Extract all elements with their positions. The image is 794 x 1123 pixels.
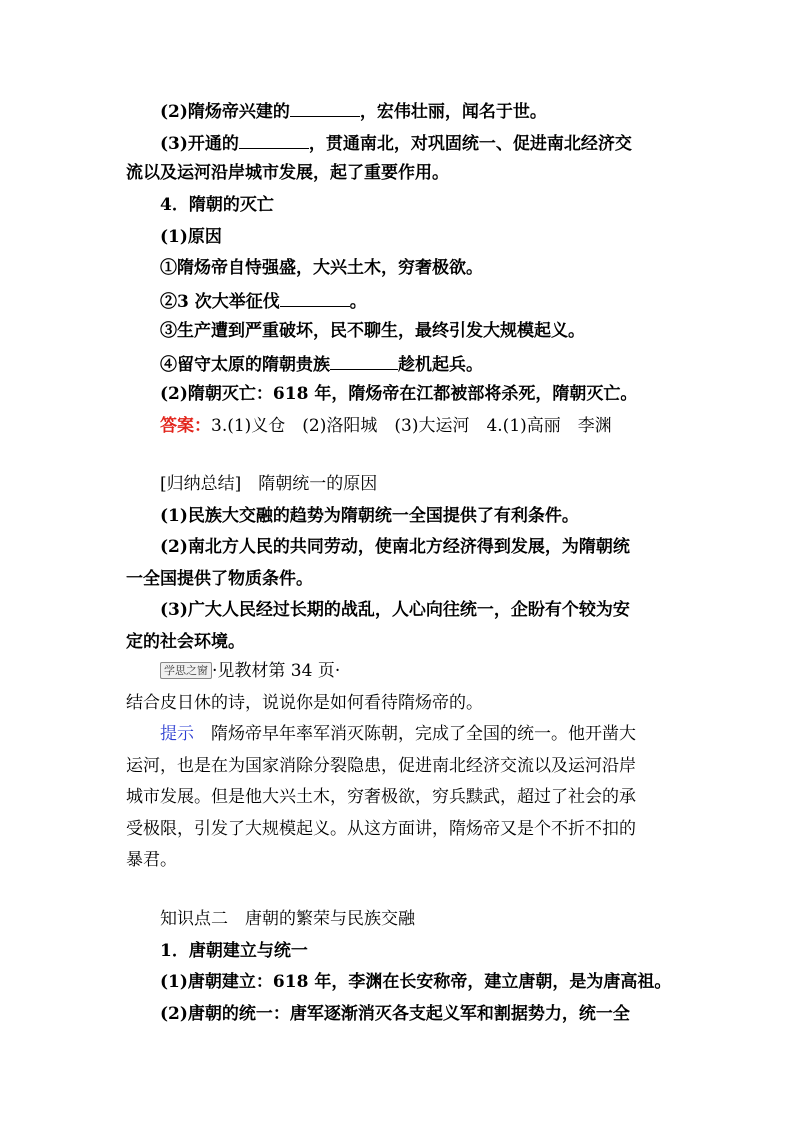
hint-line	[160, 723, 636, 745]
line-text: ②3 次大举征伐	[160, 292, 280, 312]
summary-title: [归纳总结] 隋朝统一的原因	[160, 474, 378, 494]
paragraph-line: 运河，也是在为国家消除分裂隐患，促进南北经济交流以及运河沿岸	[126, 756, 636, 776]
section-heading: 知识点二 唐朝的繁荣与民族交融	[160, 909, 415, 929]
textbook-reference	[160, 660, 340, 682]
fill-blank-line-canal	[160, 131, 632, 153]
paragraph-line: (2)南北方人民的共同劳动，使南北方经济得到发展，为隋朝统	[160, 537, 630, 557]
paragraph-line: 定的社会环境。	[126, 632, 245, 652]
line-text: ，贯通南北，对巩固统一、促进南北经济交	[308, 134, 632, 154]
fill-blank-line-liyuan	[160, 352, 483, 374]
list-item: ①隋炀帝自恃强盛，大兴土木，穷奢极欲。	[160, 258, 483, 278]
answer-label: 答案：	[160, 416, 211, 436]
answer-blank	[290, 99, 360, 117]
answer-line	[160, 415, 612, 437]
paragraph-line: 城市发展。但是他大兴土木，穷奢极欲，穷兵黩武，超过了社会的承	[126, 787, 636, 807]
hint-label: 提示	[160, 724, 194, 744]
line-text: ，宏伟壮丽，闻名于世。	[359, 102, 547, 122]
hint-text: 隋炀帝早年率军消灭陈朝，完成了全国的统一。他开凿大	[211, 724, 636, 744]
subsection-heading: 1．唐朝建立与统一	[160, 941, 308, 961]
list-item: (2)隋朝灭亡：618 年，隋炀帝在江都被部将杀死，隋朝灭亡。	[160, 384, 638, 404]
paragraph-line: (1)唐朝建立：618 年，李渊在长安称帝，建立唐朝，是为唐高祖。	[160, 972, 672, 992]
question-text: 结合皮日休的诗，说说你是如何看待隋炀帝的。	[126, 693, 483, 713]
fill-blank-line-gaoli	[160, 289, 367, 311]
fill-blank-line-luoyang	[160, 99, 547, 121]
line-text: (3)开通的	[160, 134, 239, 154]
paragraph-line: 流以及运河沿岸城市发展，起了重要作用。	[126, 163, 449, 183]
line-text: 。	[349, 292, 367, 312]
paragraph-line: 一全国提供了物质条件。	[126, 569, 313, 589]
line-text: (2)隋炀帝兴建的	[160, 102, 290, 122]
line-text: ④留守太原的隋朝贵族	[160, 355, 330, 375]
paragraph-line: (1)民族大交融的趋势为隋朝统一全国提供了有利条件。	[160, 506, 579, 526]
paragraph-line: (2)唐朝的统一：唐军逐渐消灭各支起义军和割据势力，统一全	[160, 1004, 630, 1024]
answer-text: 3.(1)义仓 (2)洛阳城 (3)大运河 4.(1)高丽 李渊	[211, 416, 612, 436]
answer-blank	[239, 131, 309, 149]
study-window-badge: 学思之窗	[160, 662, 212, 679]
reference-text: ·见教材第 34 页·	[212, 661, 341, 681]
paragraph-line: 暴君。	[126, 850, 177, 870]
subsection-heading: 4．隋朝的灭亡	[160, 195, 274, 215]
paragraph-line: (3)广大人民经过长期的战乱，人心向往统一，企盼有个较为安	[160, 600, 630, 620]
list-heading: (1)原因	[160, 227, 222, 247]
list-item: ③生产遭到严重破坏，民不聊生，最终引发大规模起义。	[160, 321, 585, 341]
answer-blank	[280, 289, 350, 307]
line-text: 趁机起兵。	[398, 355, 483, 375]
paragraph-line: 受极限，引发了大规模起义。从这方面讲，隋炀帝又是个不折不扣的	[126, 819, 636, 839]
answer-blank	[330, 352, 398, 370]
